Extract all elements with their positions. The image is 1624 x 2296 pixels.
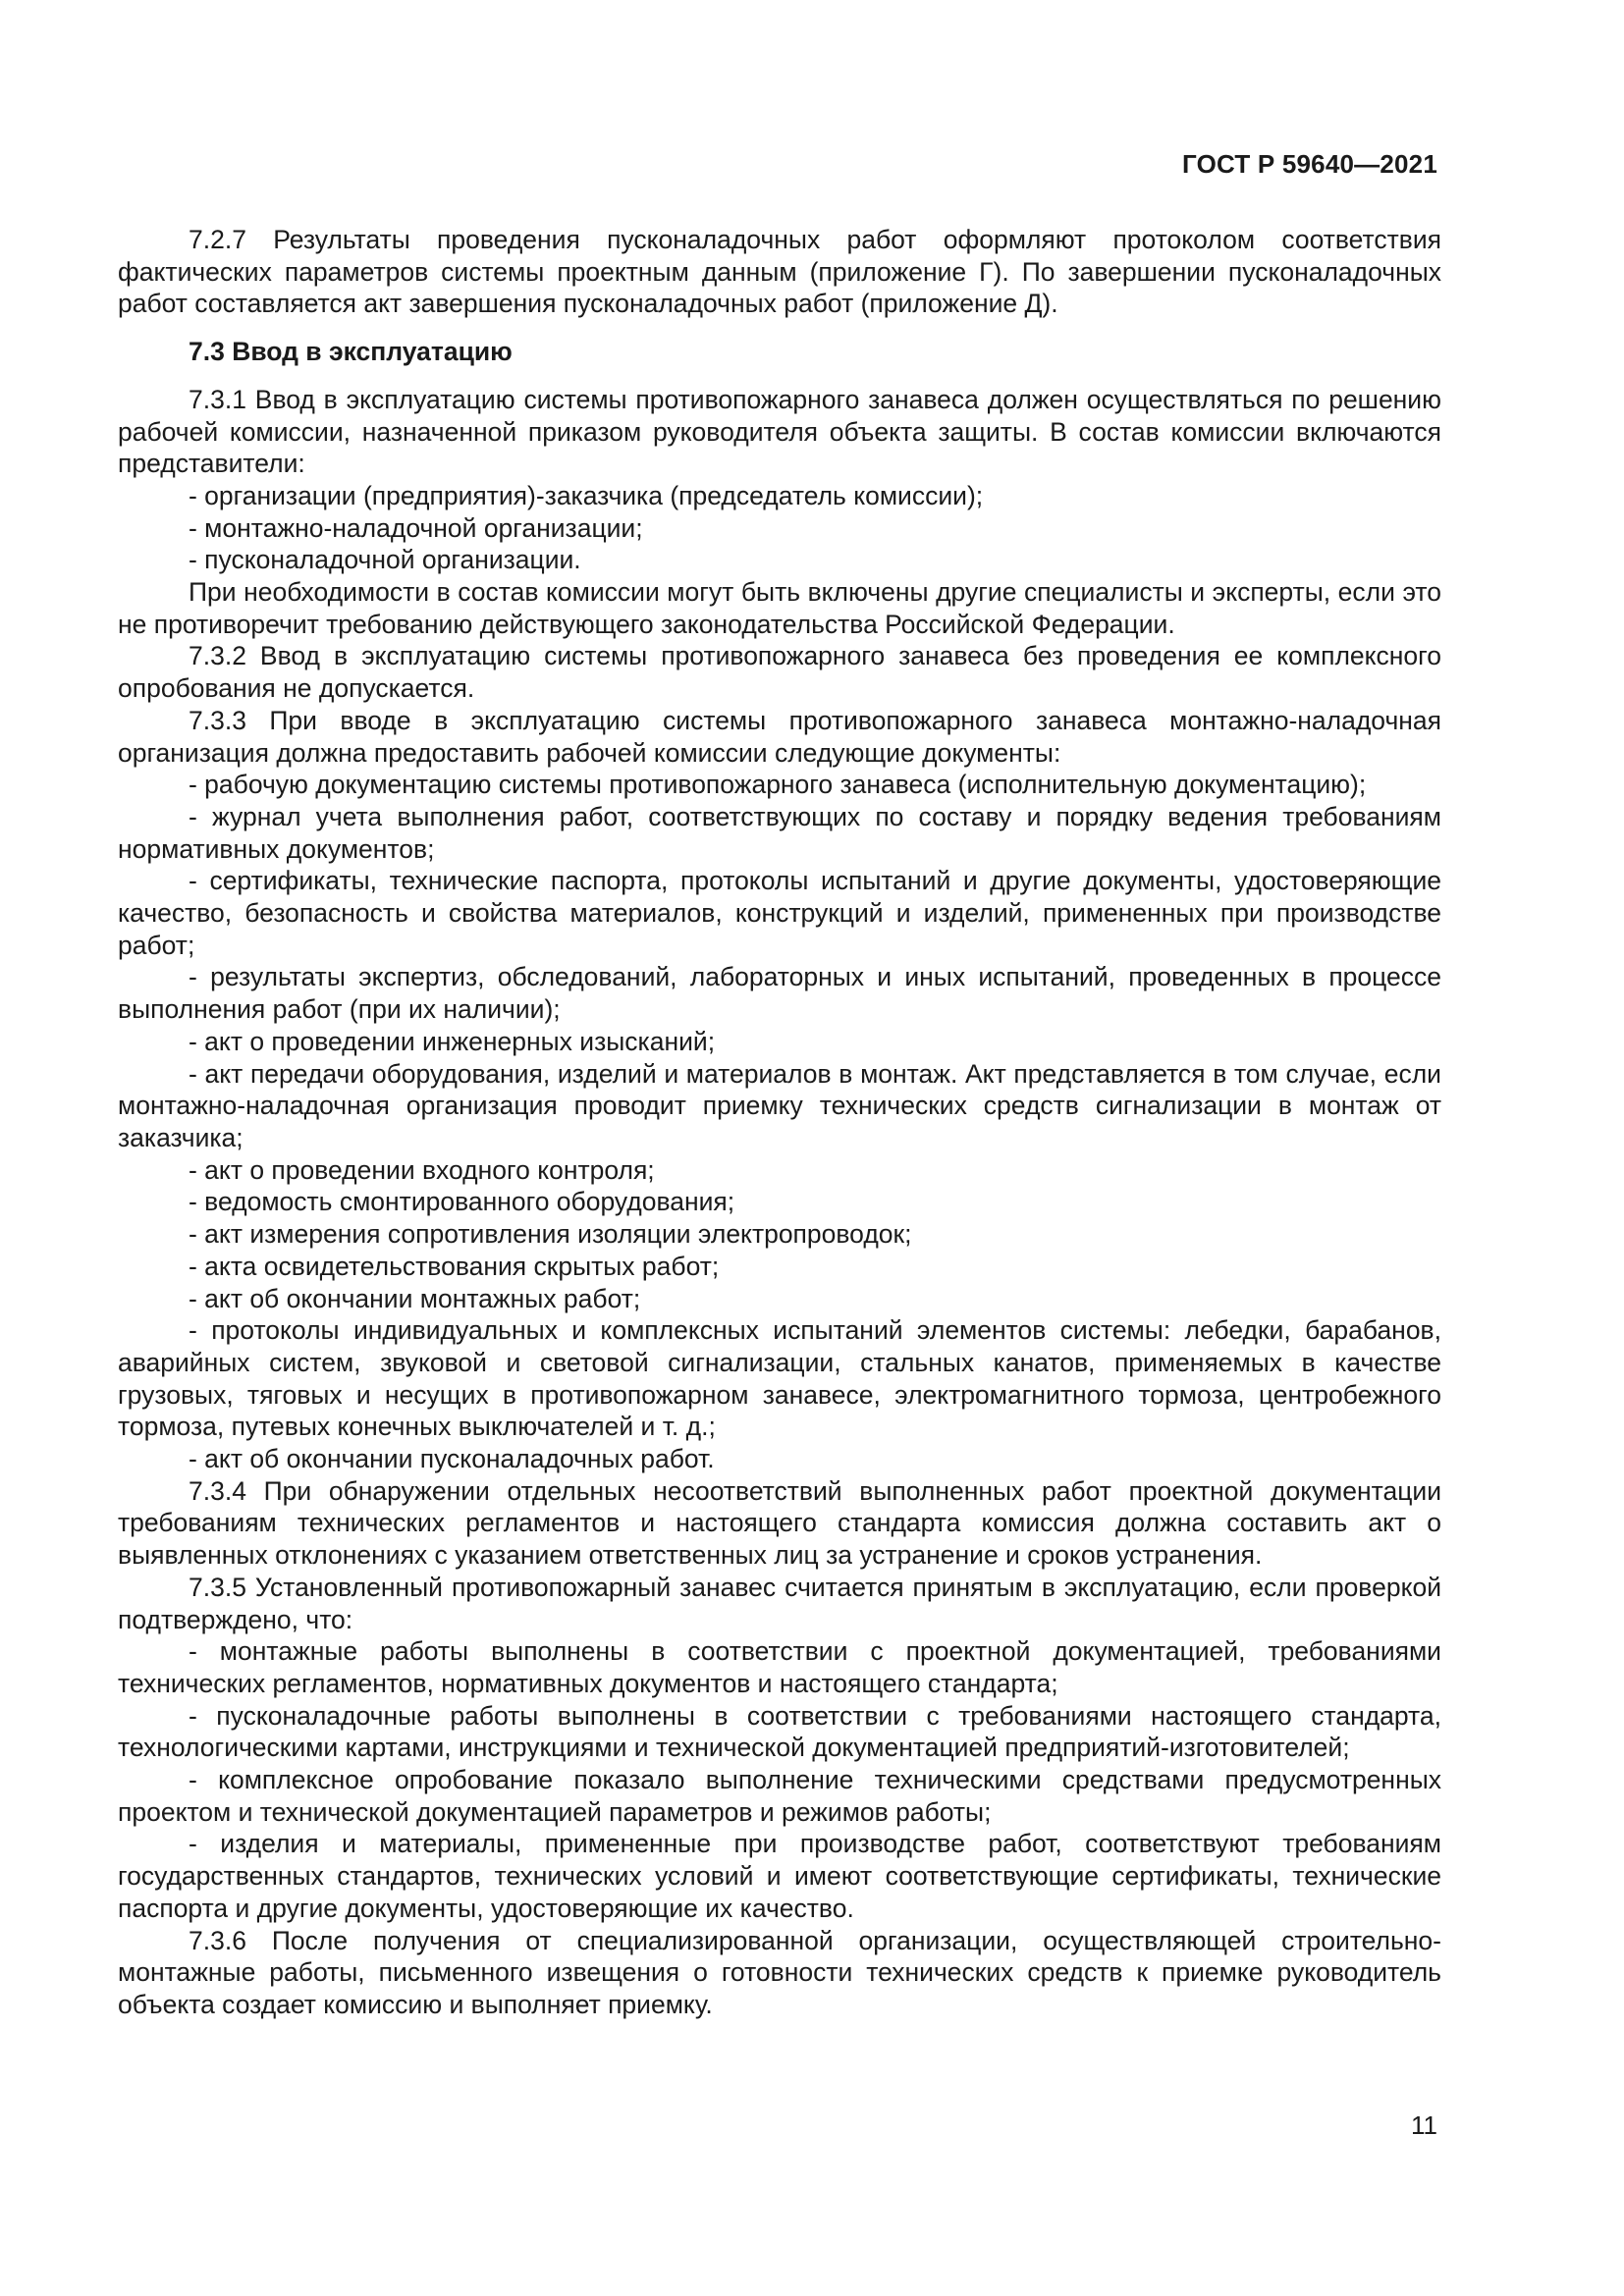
list-item: - монтажно-наладочной организации; bbox=[189, 512, 643, 543]
list-item: - акт об окончании монтажных работ; bbox=[189, 1283, 641, 1313]
paragraph-7-3-1-note: При необходимости в состав комиссии могут быть включены другие специалисты и эксперты, если это не противоречит требованию действующего законодательства Российской Федерации. bbox=[118, 577, 1441, 639]
list-item: - акта освидетельствования скрытых работ; bbox=[189, 1251, 720, 1281]
list-item: - акт передачи оборудования, изделий и материалов в монтаж. Акт представляется в том случае, если монтажно-наладочная организация проводит приемку технических средств сигнализации в монтаж от заказчика; bbox=[118, 1058, 1441, 1152]
page-number: 11 bbox=[1411, 2110, 1437, 2140]
list-item: - ведомость смонтированного оборудования; bbox=[189, 1187, 735, 1217]
list-item: - акт о проведении входного контроля; bbox=[189, 1154, 655, 1185]
list-item: - пусконаладочной организации. bbox=[189, 545, 581, 575]
paragraph-7-3-6: 7.3.6 После получения от специализированной организации, осуществляющей строительно-монтажные работы, письменного извещения о готовности технических средств к приемке руководитель объекта создает комиссию и выполняет приемку. bbox=[118, 1925, 1441, 2019]
paragraph-7-3-1: 7.3.1 Ввод в эксплуатацию системы противопожарного занавеса должен осуществляться по решению рабочей комиссии, назначенной приказом руководителя объекта защиты. В состав комиссии включаются представители: bbox=[118, 384, 1441, 479]
paragraph-7-3-5: 7.3.5 Установленный противопожарный занавес считается принятым в эксплуатацию, если проверкой подтверждено, что: bbox=[118, 1572, 1441, 1634]
paragraph-7-3-2: 7.3.2 Ввод в эксплуатацию системы противопожарного занавеса без проведения ее комплексного опробования не допускается. bbox=[118, 641, 1441, 704]
list-item: - организации (предприятия)-заказчика (председатель комиссии); bbox=[189, 480, 984, 510]
list-item: - результаты экспертиз, обследований, лабораторных и иных испытаний, проведенных в процессе выполнения работ (при их наличии); bbox=[118, 962, 1441, 1025]
paragraph-7-3-4: 7.3.4 При обнаружении отдельных несоответствий выполненных работ проектной документации требованиям технических регламентов и настоящего стандарта комиссия должна составить акт о выявленных отклонениях с указанием ответственных лиц за устранение и сроков устранения. bbox=[118, 1475, 1441, 1571]
list-item: - пусконаладочные работы выполнены в соответствии с требованиями настоящего стандарта, технологическими картами, инструкциями и технической документацией предприятий-изготовителей; bbox=[118, 1700, 1441, 1763]
section-heading-7-3: 7.3 Ввод в эксплуатацию bbox=[189, 337, 513, 367]
list-item: - комплексное опробование показало выполнение техническими средствами предусмотренных проектом и технической документацией параметров и режимов работы; bbox=[118, 1765, 1441, 1827]
list-item: - акт о проведении инженерных изысканий; bbox=[189, 1026, 716, 1056]
list-item: - акт измерения сопротивления изоляции электропроводок; bbox=[189, 1219, 912, 1250]
document-body bbox=[118, 224, 1441, 2021]
list-item: - монтажные работы выполнены в соответствии с проектной документацией, требованиями технических регламентов, нормативных документов и настоящего стандарта; bbox=[118, 1636, 1441, 1698]
list-item: - сертификаты, технические паспорта, протоколы испытаний и другие документы, удостоверяющие качество, безопасность и свойства материалов, конструкций и изделий, примененных при производстве работ; bbox=[118, 866, 1441, 960]
list-item: - протоколы индивидуальных и комплексных испытаний элементов системы: лебедки, барабанов, аварийных систем, звуковой и световой сигнализации, стальных канатов, применяемых в качестве грузовых, тяговых и несущих в противопожарном занавесе, электромагнитного тормоза, центробежного тормоза, путевых конечных выключателей и т. д.; bbox=[118, 1315, 1441, 1442]
paragraph-7-3-3: 7.3.3 При вводе в эксплуатацию системы противопожарного занавеса монтажно-наладочная организация должна предоставить рабочей комиссии следующие документы: bbox=[118, 705, 1441, 768]
list-item: - акт об окончании пусконаладочных работ. bbox=[189, 1444, 715, 1474]
paragraph-7-2-7: 7.2.7 Результаты проведения пусконаладочных работ оформляют протоколом соответствия фактических параметров системы проектным данным (приложение Г). По завершении пусконаладочных работ составляется акт завершения пусконаладочных работ (приложение Д). bbox=[118, 225, 1441, 319]
document-id: ГОСТ Р 59640—2021 bbox=[1182, 149, 1437, 179]
list-item: - рабочую документацию системы противопожарного занавеса (исполнительную документацию); bbox=[189, 770, 1367, 800]
list-item: - изделия и материалы, примененные при производстве работ, соответствуют требованиям государственных стандартов, технических условий и имеют соответствующие сертификаты, технические паспорта и другие документы, удостоверяющие их качество. bbox=[118, 1829, 1441, 1923]
list-item: - журнал учета выполнения работ, соответствующих по составу и порядку ведения требованиям нормативных документов; bbox=[118, 801, 1441, 864]
